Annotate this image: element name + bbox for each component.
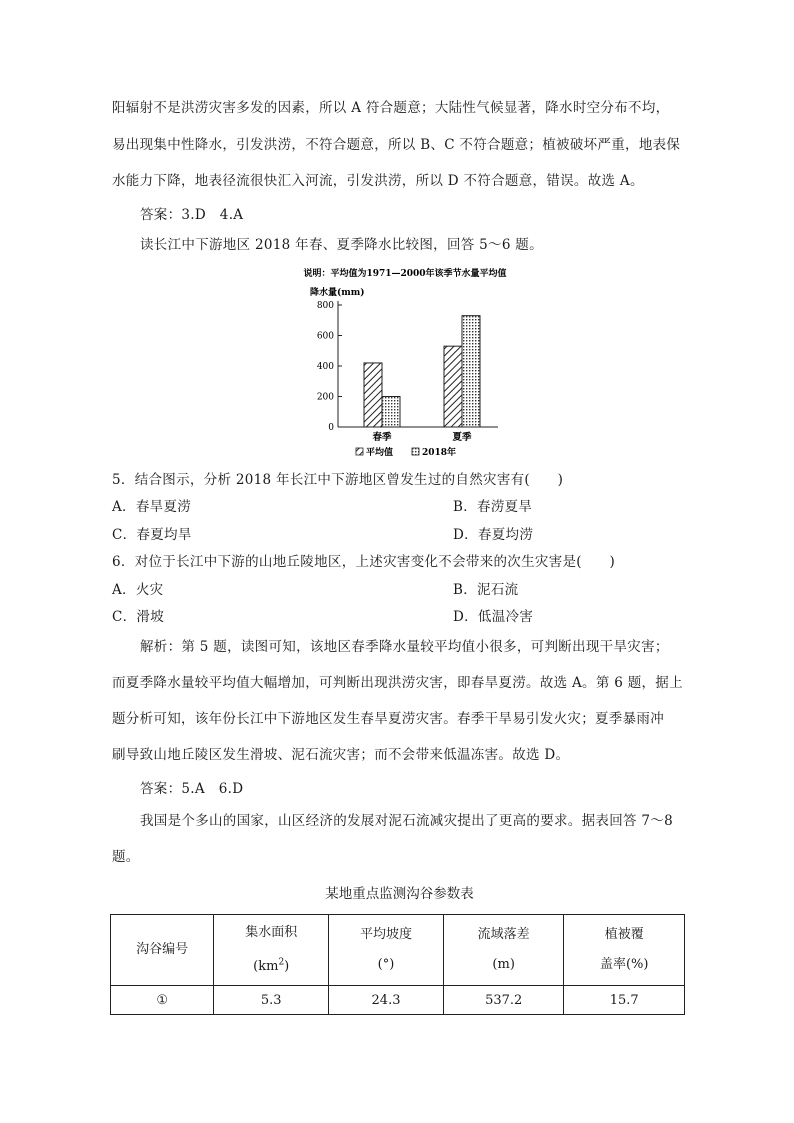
para1-line1: 阳辐射不是洪涝灾害多发的因素，所以 A 符合题意；大陆性气候显著，降水时空分布不均， bbox=[112, 100, 670, 116]
header-elevation-drop-unit: (m) bbox=[492, 957, 515, 972]
bar-average-summer bbox=[444, 346, 462, 427]
chart-legend bbox=[356, 446, 456, 458]
table-header-row bbox=[111, 915, 685, 986]
intro-q7-8-line2: 题。 bbox=[112, 849, 140, 865]
q5-stem: 5．结合图示，分析 2018 年长江中下游地区曾发生过的自然灾害有( ) bbox=[112, 472, 564, 488]
y-tick-label: 800 bbox=[316, 301, 334, 311]
legend-swatch bbox=[356, 448, 363, 455]
header-catchment-area-name: 集水面积 bbox=[245, 924, 298, 940]
q6-option-c[interactable]: C．滑坡 bbox=[112, 609, 165, 625]
unit-km: (km bbox=[253, 959, 279, 975]
chart-labels bbox=[372, 431, 472, 443]
chart-svg bbox=[280, 265, 530, 465]
unit-superscript: 2 bbox=[278, 957, 285, 968]
q5-option-c[interactable]: C．春夏均旱 bbox=[112, 527, 192, 543]
header-catchment-area bbox=[214, 915, 329, 986]
header-average-slope bbox=[329, 915, 444, 986]
y-tick-label: 600 bbox=[316, 331, 334, 342]
answer-3-4: 答案：3.D 4.A bbox=[140, 207, 244, 223]
bar-2018-spring bbox=[382, 397, 400, 428]
cell-average-slope: 24.3 bbox=[329, 986, 444, 1015]
q5-option-d[interactable]: D．春夏均涝 bbox=[453, 527, 534, 543]
chart-bars bbox=[364, 316, 480, 427]
precipitation-chart bbox=[280, 265, 530, 465]
header-vegetation-cover-line1: 植被覆 bbox=[604, 927, 644, 942]
q5-option-b[interactable]: B．春涝夏旱 bbox=[453, 499, 533, 515]
legend-label: 2018年 bbox=[422, 448, 457, 458]
analysis-line3: 题分析可知，该年份长江中下游地区发生春旱夏涝灾害。春季干旱易引发火灾；夏季暴雨冲 bbox=[112, 711, 664, 727]
q6-option-b[interactable]: B．泥石流 bbox=[453, 582, 519, 598]
header-average-slope-unit: (°) bbox=[377, 957, 395, 972]
legend-label: 平均值 bbox=[366, 448, 394, 458]
analysis-line2: 而夏季降水量较平均值大幅增加，可判断出现洪涝灾害，即春旱夏涝。故选 A。第 6 题，据上 bbox=[112, 675, 683, 691]
q6-option-a[interactable]: A．火灾 bbox=[112, 582, 164, 598]
header-average-slope-name: 平均坡度 bbox=[360, 927, 413, 942]
cell-elevation-drop: 537.2 bbox=[443, 986, 564, 1015]
q5-option-a[interactable]: A．春旱夏涝 bbox=[112, 499, 192, 515]
para1-line3: 水能力下降，地表径流很快汇入河流，引发洪涝，所以 D 不符合题意，错误。故选 A。 bbox=[112, 173, 644, 189]
para1-line2: 易出现集中性降水，引发洪涝，不符合题意，所以 B、C 不符合题意；植被破坏严重，地表保 bbox=[112, 137, 681, 153]
y-tick-label: 400 bbox=[316, 362, 334, 372]
cell-vegetation-cover: 15.7 bbox=[564, 986, 685, 1015]
intro-q5-6: 读长江中下游地区 2018 年春、夏季降水比较图，回答 5～6 题。 bbox=[140, 237, 543, 253]
table-caption: 某地重点监测沟谷参数表 bbox=[325, 886, 474, 902]
chart-note: 说明：平均值为1971—2000年该季节水量平均值 bbox=[303, 269, 507, 279]
cell-gully-id: ① bbox=[111, 986, 214, 1015]
header-catchment-area-unit bbox=[253, 959, 289, 974]
intro-q7-8-line1: 我国是个多山的国家，山区经济的发展对泥石流减灾提出了更高的要求。据表回答 7～8 bbox=[140, 813, 673, 829]
unit-close: ) bbox=[284, 959, 290, 975]
chart-y-axis-label: 降水量(mm) bbox=[310, 288, 365, 298]
q6-stem: 6．对位于长江中下游的山地丘陵地区，上述灾害变化不会带来的次生灾害是( ) bbox=[112, 554, 616, 570]
cell-catchment-area: 5.3 bbox=[214, 986, 329, 1015]
header-elevation-drop-name: 流域落差 bbox=[477, 927, 530, 942]
bar-average-spring bbox=[364, 363, 382, 427]
header-vegetation-cover bbox=[564, 915, 685, 986]
header-gully-id: 沟谷编号 bbox=[111, 915, 214, 986]
bar-2018-summer bbox=[462, 316, 480, 427]
analysis-line4: 刷导致山地丘陵区发生滑坡、泥石流灾害；而不会带来低温冻害。故选 D。 bbox=[112, 747, 570, 763]
x-tick-label: 春季 bbox=[372, 432, 392, 443]
x-tick-label: 夏季 bbox=[452, 432, 472, 443]
q6-option-d[interactable]: D．低温冷害 bbox=[453, 609, 534, 625]
y-tick-label: 0 bbox=[328, 423, 334, 433]
answer-5-6: 答案：5.A 6.D bbox=[140, 781, 244, 797]
gully-parameter-table bbox=[110, 914, 685, 1015]
y-tick-label: 200 bbox=[316, 392, 334, 403]
header-vegetation-cover-line2: 盖率(%) bbox=[599, 957, 649, 972]
table-row bbox=[111, 986, 685, 1015]
header-elevation-drop bbox=[443, 915, 564, 986]
legend-swatch bbox=[412, 448, 419, 455]
analysis-line1: 解析：第 5 题，读图可知，该地区春季降水量较平均值小很多，可判断出现干旱灾害； bbox=[140, 639, 669, 655]
